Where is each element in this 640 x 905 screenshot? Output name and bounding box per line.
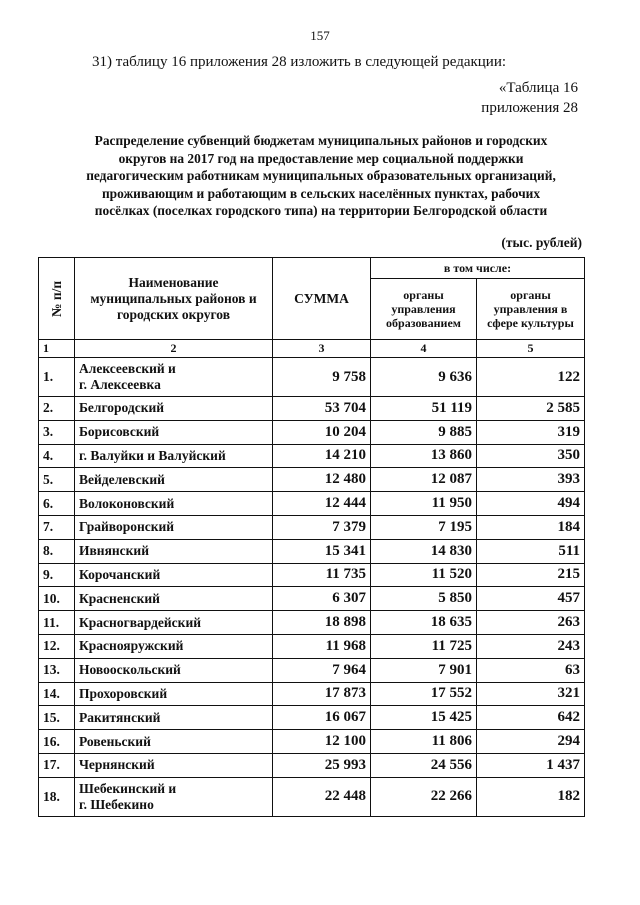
district-name-line: Ивнянский <box>79 543 149 559</box>
sum-value: 15 341 <box>273 539 371 563</box>
row-number: 16. <box>39 730 75 754</box>
district-name <box>75 397 273 421</box>
district-name-line: г. Валуйки и Валуйский <box>79 447 226 463</box>
table-row <box>39 777 585 816</box>
district-name <box>75 611 273 635</box>
column-index-row <box>39 340 585 358</box>
table-row <box>39 634 585 658</box>
education-value: 12 087 <box>371 468 477 492</box>
district-name <box>75 777 273 816</box>
subsidy-table <box>38 257 585 817</box>
header-name-line: муниципальных районов и <box>90 290 257 306</box>
title-line: округов на 2017 год на предоставление мер социальной поддержки <box>118 150 524 166</box>
district-name <box>75 515 273 539</box>
row-number: 8. <box>39 539 75 563</box>
header-num <box>39 258 75 340</box>
header-culture-line: управления в <box>493 302 568 316</box>
table-row <box>39 444 585 468</box>
table-row <box>39 539 585 563</box>
table-row <box>39 397 585 421</box>
sum-value: 7 964 <box>273 658 371 682</box>
table-row <box>39 515 585 539</box>
units-label: (тыс. рублей) <box>501 235 582 250</box>
education-value: 11 806 <box>371 730 477 754</box>
culture-value: 2 585 <box>477 397 585 421</box>
intro-text: 31) таблицу 16 приложения 28 изложить в следующей редакции: <box>92 54 507 70</box>
table-row <box>39 420 585 444</box>
culture-value: 1 437 <box>477 753 585 777</box>
header-culture <box>477 279 585 340</box>
row-number: 1. <box>39 358 75 397</box>
district-name-line: Шебекинский и <box>79 780 177 796</box>
table-row <box>39 563 585 587</box>
district-name <box>75 492 273 516</box>
table-caption-line: «Таблица 16 <box>498 80 578 96</box>
sum-value: 18 898 <box>273 611 371 635</box>
title-line: педагогическим работникам муниципальных образовательных организаций, <box>86 168 556 183</box>
sum-value: 14 210 <box>273 444 371 468</box>
district-name-line: Борисовский <box>79 424 160 440</box>
district-name-line: Краснояружский <box>79 638 184 654</box>
header-name-line: Наименование <box>128 274 219 290</box>
row-number: 17. <box>39 753 75 777</box>
header-num-label: № п/п <box>49 280 65 317</box>
column-index: 4 <box>371 340 477 358</box>
culture-value: 393 <box>477 468 585 492</box>
row-number: 12. <box>39 634 75 658</box>
district-name <box>75 730 273 754</box>
district-name-line: Красногвардейский <box>79 614 201 630</box>
document-title <box>38 132 604 220</box>
district-name-line: Волоконовский <box>79 495 175 511</box>
culture-value: 350 <box>477 444 585 468</box>
sum-value: 16 067 <box>273 706 371 730</box>
row-number: 5. <box>39 468 75 492</box>
district-name <box>75 420 273 444</box>
header-name <box>75 258 273 340</box>
page-number: 157 <box>310 28 330 43</box>
education-value: 14 830 <box>371 539 477 563</box>
culture-value: 321 <box>477 682 585 706</box>
education-value: 51 119 <box>371 397 477 421</box>
title-line: Распределение субвенций бюджетам муниципальных районов и городских <box>94 133 548 148</box>
district-name <box>75 753 273 777</box>
education-value: 18 635 <box>371 611 477 635</box>
culture-value: 63 <box>477 658 585 682</box>
district-name <box>75 444 273 468</box>
district-name-line: Красненский <box>79 590 160 606</box>
education-value: 5 850 <box>371 587 477 611</box>
education-value: 17 552 <box>371 682 477 706</box>
sum-value: 22 448 <box>273 777 371 816</box>
header-education <box>371 279 477 340</box>
table-row <box>39 658 585 682</box>
education-value: 11 725 <box>371 634 477 658</box>
row-number: 9. <box>39 563 75 587</box>
district-name <box>75 468 273 492</box>
district-name <box>75 682 273 706</box>
column-index: 1 <box>39 340 75 358</box>
row-number: 3. <box>39 420 75 444</box>
sum-value: 53 704 <box>273 397 371 421</box>
culture-value: 263 <box>477 611 585 635</box>
district-name-line: Ровеньский <box>79 733 151 749</box>
row-number: 7. <box>39 515 75 539</box>
row-number: 4. <box>39 444 75 468</box>
header-education-line: образованием <box>386 316 461 330</box>
culture-value: 243 <box>477 634 585 658</box>
table-caption <box>481 78 578 118</box>
education-value: 11 950 <box>371 492 477 516</box>
district-name-line: Ракитянский <box>79 709 161 725</box>
district-name <box>75 658 273 682</box>
header-name-line: городских округов <box>116 306 231 322</box>
title-line: проживающим и работающим в сельских населённых пунктах, рабочих <box>101 185 541 201</box>
row-number: 13. <box>39 658 75 682</box>
table-caption-line: приложения 28 <box>481 100 578 116</box>
culture-value: 122 <box>477 358 585 397</box>
district-name <box>75 587 273 611</box>
culture-value: 511 <box>477 539 585 563</box>
district-name <box>75 539 273 563</box>
sum-value: 12 480 <box>273 468 371 492</box>
sum-value: 11 968 <box>273 634 371 658</box>
column-index: 3 <box>273 340 371 358</box>
sum-value: 25 993 <box>273 753 371 777</box>
table-row <box>39 358 585 397</box>
education-value: 15 425 <box>371 706 477 730</box>
sum-value: 17 873 <box>273 682 371 706</box>
title-line: посёлках (поселках городского типа) на территории Белгородской области <box>94 203 548 218</box>
district-name <box>75 563 273 587</box>
column-index: 5 <box>477 340 585 358</box>
row-number: 10. <box>39 587 75 611</box>
row-number: 2. <box>39 397 75 421</box>
row-number: 15. <box>39 706 75 730</box>
district-name-line: Корочанский <box>79 566 161 582</box>
district-name <box>75 634 273 658</box>
education-value: 9 636 <box>371 358 477 397</box>
header-group: в том числе: <box>371 258 585 279</box>
education-value: 24 556 <box>371 753 477 777</box>
district-name <box>75 706 273 730</box>
sum-value: 9 758 <box>273 358 371 397</box>
district-name-line: Вейделевский <box>79 471 165 487</box>
culture-value: 184 <box>477 515 585 539</box>
table-row <box>39 587 585 611</box>
header-row <box>39 258 585 279</box>
district-name-line: Чернянский <box>79 757 155 773</box>
sum-value: 6 307 <box>273 587 371 611</box>
table-row <box>39 468 585 492</box>
district-name-line: Белгородский <box>79 400 165 416</box>
culture-value: 294 <box>477 730 585 754</box>
sum-value: 11 735 <box>273 563 371 587</box>
education-value: 9 885 <box>371 420 477 444</box>
district-name-line: Алексеевский и <box>79 361 176 376</box>
row-number: 14. <box>39 682 75 706</box>
district-name <box>75 358 273 397</box>
row-number: 11. <box>39 611 75 635</box>
education-value: 7 195 <box>371 515 477 539</box>
culture-value: 642 <box>477 706 585 730</box>
header-culture-line: органы <box>510 288 551 302</box>
education-value: 22 266 <box>371 777 477 816</box>
education-value: 7 901 <box>371 658 477 682</box>
table-row <box>39 753 585 777</box>
education-value: 11 520 <box>371 563 477 587</box>
sum-value: 12 100 <box>273 730 371 754</box>
table-row <box>39 706 585 730</box>
sum-value: 10 204 <box>273 420 371 444</box>
culture-value: 319 <box>477 420 585 444</box>
district-name-line: г. Алексеевка <box>79 377 161 392</box>
education-value: 13 860 <box>371 444 477 468</box>
district-name-line: Прохоровский <box>79 685 168 701</box>
table-row <box>39 682 585 706</box>
header-education-line: органы <box>403 288 444 302</box>
culture-value: 182 <box>477 777 585 816</box>
district-name-line: Грайворонский <box>79 519 175 535</box>
header-culture-line: сфере культуры <box>487 316 574 330</box>
district-name-line: Новооскольский <box>79 662 181 678</box>
header-education-line: управления <box>391 302 456 316</box>
table-row <box>39 730 585 754</box>
culture-value: 494 <box>477 492 585 516</box>
culture-value: 457 <box>477 587 585 611</box>
district-name-line: г. Шебекино <box>79 796 154 812</box>
sum-value: 7 379 <box>273 515 371 539</box>
table-row <box>39 492 585 516</box>
column-index: 2 <box>75 340 273 358</box>
sum-value: 12 444 <box>273 492 371 516</box>
table-row <box>39 611 585 635</box>
culture-value: 215 <box>477 563 585 587</box>
row-number: 18. <box>39 777 75 816</box>
row-number: 6. <box>39 492 75 516</box>
header-sum: СУММА <box>273 258 371 340</box>
